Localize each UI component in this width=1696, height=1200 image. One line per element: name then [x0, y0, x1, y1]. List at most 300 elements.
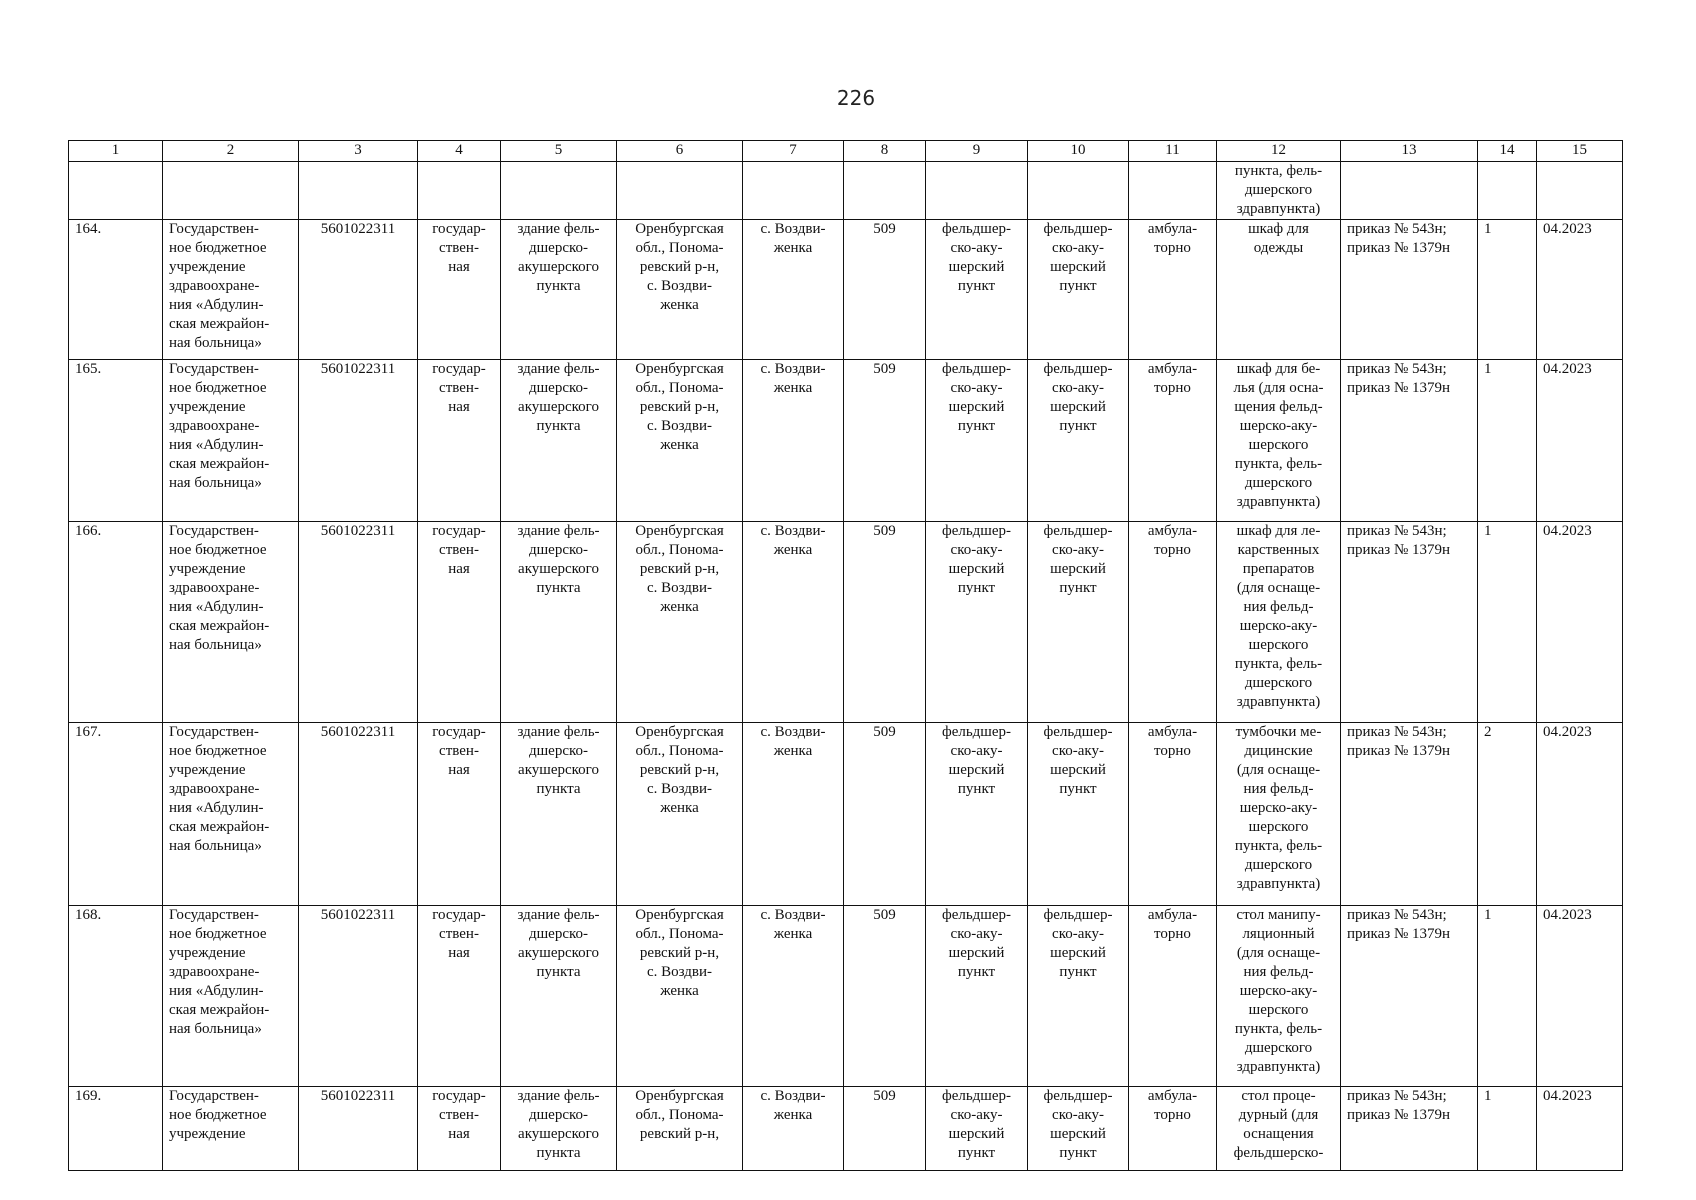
row-number-cell: 168.: [69, 906, 163, 1087]
cell-line: с. Воздви-: [760, 1088, 826, 1104]
register-table: [68, 140, 1623, 1171]
cell-line: ская межрайон-: [169, 456, 270, 472]
cell-line: с. Воздви-: [646, 418, 713, 434]
cell-line: дшерско-: [528, 542, 589, 558]
cell-line: ско-аку-: [950, 1107, 1003, 1123]
cell-line: пункт: [1059, 278, 1097, 294]
cell-line: здание фель-: [517, 724, 600, 740]
cell-line: ное бюджетное: [169, 926, 267, 942]
quantity-cell: 1: [1478, 522, 1537, 723]
cell-line: пункта, фель-: [1234, 1021, 1323, 1037]
cell-line: лья (для осна-: [1233, 380, 1324, 396]
cell-line: шерского: [1248, 637, 1309, 653]
cell-line: ная: [448, 1126, 470, 1142]
cell-line: акушерского: [518, 561, 599, 577]
cell-line: с. Воздви-: [760, 221, 826, 237]
ownership-cell: [418, 1087, 501, 1171]
cell-line: ствен-: [439, 1107, 479, 1123]
cell-line: здравпункта): [1236, 201, 1321, 217]
cell-line: пункт: [1059, 781, 1097, 797]
cell-line: приказ № 543н;: [1347, 523, 1447, 539]
cell-line: приказ № 1379н: [1347, 743, 1451, 759]
cell-line: амбула-: [1147, 523, 1198, 539]
cell-line: с. Воздви-: [646, 278, 713, 294]
organization-cell: [163, 906, 299, 1087]
cell-line: дшерского: [1244, 182, 1313, 198]
page-number: 226: [836, 86, 876, 110]
cell-line: здравоохране-: [169, 580, 260, 596]
orders-cell: [1341, 360, 1478, 522]
cell-line: ско-аку-: [1052, 380, 1104, 396]
cell-line: ния фельд-: [1243, 964, 1314, 980]
cell-line: государ-: [432, 724, 486, 740]
cell-line: ствен-: [439, 542, 479, 558]
cell-line: здание фель-: [517, 1088, 600, 1104]
continuation-equipment-cell: [1217, 162, 1341, 220]
cell-line: здравпункта): [1236, 1059, 1321, 1075]
inn-cell: 5601022311: [299, 360, 418, 522]
cell-line: шкаф для бе-: [1236, 361, 1321, 377]
column-number-11: 11: [1129, 141, 1217, 162]
object-cell: [501, 723, 617, 906]
cell-line: пункт: [1059, 580, 1097, 596]
cell-line: с. Воздви-: [646, 964, 713, 980]
orders-cell: [1341, 1087, 1478, 1171]
object-cell: [501, 522, 617, 723]
facility-type-cell: [926, 906, 1028, 1087]
cell-line: торно: [1154, 743, 1191, 759]
cell-line: Оренбургская: [635, 1088, 724, 1104]
locality-cell: [743, 220, 844, 360]
cell-line: фельдшер-: [941, 1088, 1012, 1104]
cell-line: фельдшер-: [941, 523, 1012, 539]
cell-line: ревский р-н,: [639, 561, 720, 577]
cell-line: оснащения: [1243, 1126, 1314, 1142]
cell-line: ревский р-н,: [639, 399, 720, 415]
cell-line: ная: [448, 561, 470, 577]
organization-cell: [163, 723, 299, 906]
cell-line: одежды: [1253, 240, 1304, 256]
cell-line: ная: [448, 762, 470, 778]
cell-line: обл., Понома-: [635, 240, 724, 256]
code-cell: 509: [844, 220, 926, 360]
cell-line: шкаф для ле-: [1236, 523, 1321, 539]
cell-line: карственных: [1237, 542, 1320, 558]
cell-line: пункта: [536, 781, 581, 797]
cell-line: ная больница»: [169, 637, 262, 653]
cell-line: женка: [773, 926, 813, 942]
cell-line: шерский: [948, 561, 1005, 577]
column-number-14: 14: [1478, 141, 1537, 162]
cell-line: пункта, фель-: [1234, 456, 1323, 472]
equipment-cell: [1217, 723, 1341, 906]
cell-line: ния «Абдулин-: [169, 437, 264, 453]
cell-line: торно: [1154, 542, 1191, 558]
column-number-3: 3: [299, 141, 418, 162]
row-number-cell: 166.: [69, 522, 163, 723]
cell-line: дшерского: [1244, 475, 1313, 491]
cell-line: торно: [1154, 926, 1191, 942]
inn-cell: 5601022311: [299, 1087, 418, 1171]
cell-line: приказ № 1379н: [1347, 542, 1451, 558]
cell-line: ско-аку-: [950, 926, 1003, 942]
locality-cell: [743, 1087, 844, 1171]
cell-line: шерский: [1050, 762, 1106, 778]
cell-line: приказ № 1379н: [1347, 1107, 1451, 1123]
date-cell: 04.2023: [1537, 1087, 1623, 1171]
cell-line: фельдшерско-: [1233, 1145, 1324, 1161]
cell-line: ствен-: [439, 380, 479, 396]
cell-line: женка: [660, 800, 699, 816]
cell-line: ская межрайон-: [169, 316, 270, 332]
object-cell: [501, 1087, 617, 1171]
cell-line: с. Воздви-: [646, 781, 713, 797]
facility-type-cell: [926, 723, 1028, 906]
table-row: [69, 522, 1623, 723]
cell-line: учреждение: [169, 945, 246, 961]
cell-line: торно: [1154, 1107, 1191, 1123]
cell-line: ская межрайон-: [169, 819, 270, 835]
column-number-9: 9: [926, 141, 1028, 162]
cell-line: фельдшер-: [1043, 523, 1113, 539]
cell-line: здравоохране-: [169, 781, 260, 797]
care-mode-cell: [1129, 360, 1217, 522]
equipment-cell: [1217, 522, 1341, 723]
quantity-cell: 1: [1478, 360, 1537, 522]
code-cell: 509: [844, 1087, 926, 1171]
cell-line: пункт: [957, 278, 996, 294]
code-cell: 509: [844, 906, 926, 1087]
cell-line: шерский: [948, 1126, 1005, 1142]
cell-line: здание фель-: [517, 221, 600, 237]
organization-cell: [163, 360, 299, 522]
orders-cell: [1341, 906, 1478, 1087]
quantity-cell: 1: [1478, 1087, 1537, 1171]
address-cell: [617, 723, 743, 906]
cell-line: ревский р-н,: [639, 1126, 720, 1142]
cell-line: пункта, фель-: [1234, 163, 1323, 179]
ownership-cell: [418, 906, 501, 1087]
facility-type-cell: [926, 360, 1028, 522]
cell-line: пункт: [1059, 1145, 1097, 1161]
date-cell: 04.2023: [1537, 906, 1623, 1087]
cell-line: ревский р-н,: [639, 945, 720, 961]
cell-line: пункта: [536, 580, 581, 596]
cell-line: ная: [448, 945, 470, 961]
code-cell: 509: [844, 360, 926, 522]
cell-line: шерский: [948, 762, 1005, 778]
cell-line: дшерско-: [528, 926, 589, 942]
cell-line: пункт: [957, 781, 996, 797]
cell-line: Государствен-: [169, 523, 259, 539]
facility-type-cell: [926, 1087, 1028, 1171]
cell-line: шерского: [1248, 437, 1309, 453]
date-cell: 04.2023: [1537, 723, 1623, 906]
cell-line: ревский р-н,: [639, 762, 720, 778]
cell-line: с. Воздви-: [760, 361, 826, 377]
cell-line: ская межрайон-: [169, 1002, 270, 1018]
cell-line: ско-аку-: [950, 743, 1003, 759]
row-number-cell: 165.: [69, 360, 163, 522]
organization-cell: [163, 1087, 299, 1171]
cell-line: государ-: [432, 361, 486, 377]
cell-line: с. Воздви-: [646, 580, 713, 596]
care-mode-cell: [1129, 723, 1217, 906]
cell-line: пункта: [536, 964, 581, 980]
cell-line: ния «Абдулин-: [169, 297, 264, 313]
orders-cell: [1341, 220, 1478, 360]
cell-line: обл., Понома-: [635, 743, 724, 759]
cell-line: Государствен-: [169, 1088, 259, 1104]
cell-line: ско-аку-: [1052, 240, 1104, 256]
inn-cell: 5601022311: [299, 723, 418, 906]
care-mode-cell: [1129, 1087, 1217, 1171]
code-cell: 509: [844, 723, 926, 906]
cell-line: приказ № 1379н: [1347, 240, 1451, 256]
cell-line: с. Воздви-: [760, 907, 826, 923]
cell-line: обл., Понома-: [635, 542, 724, 558]
column-number-8: 8: [844, 141, 926, 162]
cell-line: шерский: [1050, 259, 1106, 275]
table-row: [69, 1087, 1623, 1171]
orders-cell: [1341, 723, 1478, 906]
row-number-cell: 169.: [69, 1087, 163, 1171]
table-row: [69, 220, 1623, 360]
locality-cell: [743, 360, 844, 522]
cell-line: женка: [773, 380, 813, 396]
cell-line: ная больница»: [169, 475, 262, 491]
equipment-cell: [1217, 906, 1341, 1087]
cell-line: ния фельд-: [1243, 599, 1314, 615]
cell-line: препаратов: [1242, 561, 1315, 577]
organization-cell: [163, 220, 299, 360]
cell-line: шерский: [948, 259, 1005, 275]
care-mode-cell: [1129, 906, 1217, 1087]
cell-line: ревский р-н,: [639, 259, 720, 275]
locality-cell: [743, 522, 844, 723]
quantity-cell: 1: [1478, 220, 1537, 360]
cell-line: фельдшер-: [1043, 724, 1113, 740]
locality-cell: [743, 723, 844, 906]
cell-line: пункта: [536, 278, 581, 294]
cell-line: учреждение: [169, 259, 246, 275]
quantity-cell: 1: [1478, 906, 1537, 1087]
cell-line: приказ № 543н;: [1347, 361, 1447, 377]
cell-line: тумбочки ме-: [1235, 724, 1322, 740]
cell-line: приказ № 543н;: [1347, 907, 1447, 923]
cell-line: Оренбургская: [635, 724, 724, 740]
cell-line: обл., Понома-: [635, 1107, 724, 1123]
cell-line: здравоохране-: [169, 418, 260, 434]
cell-line: шерско-аку-: [1239, 983, 1318, 999]
row-number-cell: 164.: [69, 220, 163, 360]
table-row: [69, 906, 1623, 1087]
cell-line: фельдшер-: [941, 361, 1012, 377]
ownership-cell: [418, 723, 501, 906]
facility-name-cell: [1028, 723, 1129, 906]
cell-line: ния «Абдулин-: [169, 983, 264, 999]
cell-line: ско-аку-: [1052, 542, 1104, 558]
cell-line: фельдшер-: [1043, 907, 1113, 923]
cell-line: дшерско-: [528, 1107, 589, 1123]
cell-line: здравоохране-: [169, 964, 260, 980]
cell-line: (для оснаще-: [1236, 762, 1321, 778]
cell-line: ное бюджетное: [169, 380, 267, 396]
cell-line: дурный (для: [1238, 1107, 1319, 1123]
orders-cell: [1341, 522, 1478, 723]
cell-line: фельдшер-: [1043, 361, 1113, 377]
cell-line: шерский: [1050, 1126, 1106, 1142]
cell-line: ско-аку-: [950, 542, 1003, 558]
facility-type-cell: [926, 522, 1028, 723]
cell-line: шерский: [1050, 561, 1106, 577]
equipment-cell: [1217, 1087, 1341, 1171]
cell-line: ния «Абдулин-: [169, 599, 264, 615]
ownership-cell: [418, 360, 501, 522]
ownership-cell: [418, 522, 501, 723]
care-mode-cell: [1129, 522, 1217, 723]
cell-line: амбула-: [1147, 221, 1198, 237]
cell-line: ско-аку-: [1052, 926, 1104, 942]
cell-line: здание фель-: [517, 907, 600, 923]
cell-line: ная больница»: [169, 335, 262, 351]
cell-line: фельдшер-: [1043, 1088, 1113, 1104]
cell-line: фельдшер-: [1043, 221, 1113, 237]
cell-line: шерский: [948, 945, 1005, 961]
column-number-10: 10: [1028, 141, 1129, 162]
cell-line: обл., Понома-: [635, 380, 724, 396]
cell-line: дшерско-: [528, 380, 589, 396]
cell-line: женка: [773, 1107, 813, 1123]
cell-line: дшерского: [1244, 675, 1313, 691]
cell-line: акушерского: [518, 945, 599, 961]
cell-line: пункт: [957, 964, 996, 980]
date-cell: 04.2023: [1537, 360, 1623, 522]
cell-line: женка: [660, 983, 699, 999]
cell-line: стол манипу-: [1236, 907, 1321, 923]
cell-line: пункта: [536, 418, 581, 434]
cell-line: ствен-: [439, 240, 479, 256]
inn-cell: 5601022311: [299, 906, 418, 1087]
cell-line: фельдшер-: [941, 724, 1012, 740]
address-cell: [617, 906, 743, 1087]
cell-line: акушерского: [518, 399, 599, 415]
locality-cell: [743, 906, 844, 1087]
column-number-13: 13: [1341, 141, 1478, 162]
cell-line: ное бюджетное: [169, 542, 267, 558]
facility-name-cell: [1028, 360, 1129, 522]
cell-line: ско-аку-: [1052, 743, 1104, 759]
cell-line: пункт: [957, 580, 996, 596]
cell-line: учреждение: [169, 561, 246, 577]
date-cell: 04.2023: [1537, 220, 1623, 360]
cell-line: ная: [448, 259, 470, 275]
column-number-6: 6: [617, 141, 743, 162]
cell-line: приказ № 1379н: [1347, 380, 1451, 396]
cell-line: пункт: [1059, 964, 1097, 980]
cell-line: пункт: [957, 418, 996, 434]
cell-line: пункта: [536, 1145, 581, 1161]
facility-name-cell: [1028, 220, 1129, 360]
column-number-2: 2: [163, 141, 299, 162]
column-number-12: 12: [1217, 141, 1341, 162]
facility-name-cell: [1028, 522, 1129, 723]
cell-line: женка: [660, 297, 699, 313]
cell-line: Оренбургская: [635, 907, 724, 923]
cell-line: здание фель-: [517, 361, 600, 377]
cell-line: торно: [1154, 240, 1191, 256]
column-number-4: 4: [418, 141, 501, 162]
cell-line: женка: [773, 743, 813, 759]
cell-line: женка: [773, 240, 813, 256]
cell-line: (для оснаще-: [1236, 580, 1321, 596]
quantity-cell: 2: [1478, 723, 1537, 906]
equipment-cell: [1217, 220, 1341, 360]
cell-line: ное бюджетное: [169, 743, 267, 759]
column-number-15: 15: [1537, 141, 1623, 162]
cell-line: акушерского: [518, 762, 599, 778]
cell-line: шерский: [1050, 399, 1106, 415]
cell-line: с. Воздви-: [760, 724, 826, 740]
cell-line: щения фельд-: [1234, 399, 1323, 415]
cell-line: женка: [773, 542, 813, 558]
cell-line: ская межрайон-: [169, 618, 270, 634]
cell-line: ствен-: [439, 926, 479, 942]
cell-line: шерский: [1050, 945, 1106, 961]
cell-line: государ-: [432, 907, 486, 923]
cell-line: обл., Понома-: [635, 926, 724, 942]
cell-line: Оренбургская: [635, 361, 724, 377]
cell-line: приказ № 1379н: [1347, 926, 1451, 942]
cell-line: ная больница»: [169, 838, 262, 854]
cell-line: шерский: [948, 399, 1005, 415]
inn-cell: 5601022311: [299, 220, 418, 360]
table-row: [69, 360, 1623, 522]
cell-line: Государствен-: [169, 361, 259, 377]
inn-cell: 5601022311: [299, 522, 418, 723]
address-cell: [617, 1087, 743, 1171]
cell-line: шкаф для: [1248, 221, 1309, 237]
facility-name-cell: [1028, 906, 1129, 1087]
organization-cell: [163, 522, 299, 723]
cell-line: торно: [1154, 380, 1191, 396]
cell-line: учреждение: [169, 1126, 246, 1142]
cell-line: ско-аку-: [950, 380, 1003, 396]
cell-line: Государствен-: [169, 724, 259, 740]
cell-line: ско-аку-: [950, 240, 1003, 256]
address-cell: [617, 220, 743, 360]
cell-line: государ-: [432, 1088, 486, 1104]
cell-line: амбула-: [1147, 724, 1198, 740]
cell-line: дицинские: [1244, 743, 1313, 759]
cell-line: здравоохране-: [169, 278, 260, 294]
cell-line: женка: [660, 437, 699, 453]
cell-line: стол проце-: [1241, 1088, 1316, 1104]
cell-line: дшерско-: [528, 743, 589, 759]
cell-line: шерско-аку-: [1239, 800, 1318, 816]
cell-line: ствен-: [439, 743, 479, 759]
date-cell: 04.2023: [1537, 522, 1623, 723]
cell-line: дшерского: [1244, 857, 1313, 873]
cell-line: акушерского: [518, 1126, 599, 1142]
cell-line: женка: [660, 599, 699, 615]
cell-line: приказ № 543н;: [1347, 1088, 1447, 1104]
cell-line: Государствен-: [169, 907, 259, 923]
cell-line: Оренбургская: [635, 523, 724, 539]
cell-line: (для оснаще-: [1236, 945, 1321, 961]
cell-line: ная: [448, 399, 470, 415]
object-cell: [501, 906, 617, 1087]
